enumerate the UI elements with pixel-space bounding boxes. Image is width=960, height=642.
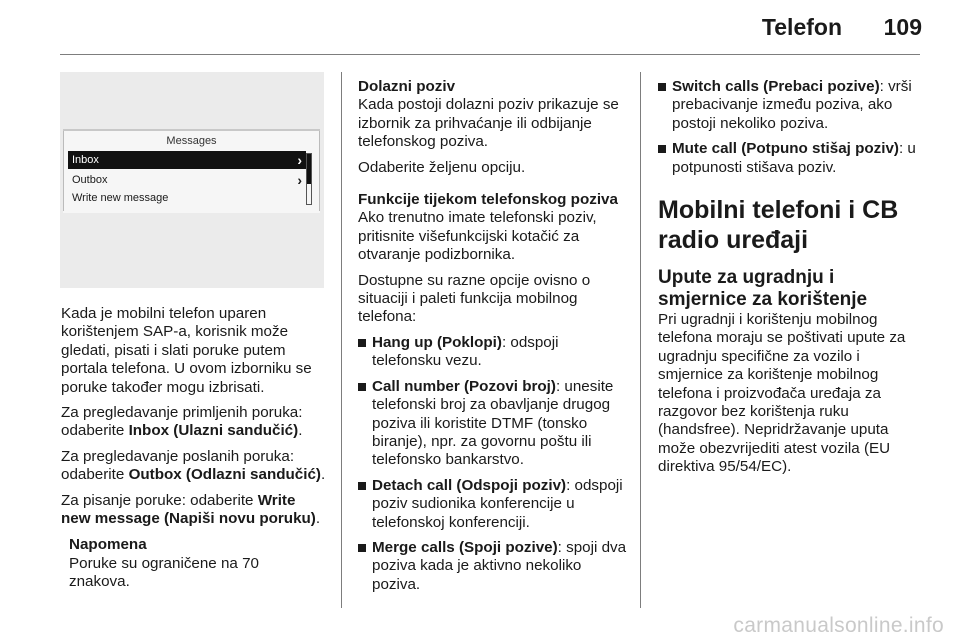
screen-menu-item-outbox — [68, 171, 306, 189]
header-divider — [60, 54, 920, 55]
intro-paragraph: Kada je mobilni telefon uparen korištenjem SAP-a, korisnik može gledati, pisati i slati poruke putem portala telefona. U ovom izborniku se poruke također mogu izbrisati. — [61, 305, 312, 396]
list-item: Detach call (Odspoji poziv): odspoji poziv sudionika konferencije u telefonskoj konferenciji. — [358, 477, 630, 532]
screen-menu-label: Outbox — [72, 174, 108, 186]
chevron-right-icon: › — [297, 172, 302, 188]
column-1-text — [61, 305, 329, 592]
list-item: Call number (Pozovi broj): unesite telefonski broj za obavljanje drugog poziva ili koristite DTMF (tonsko biranje), npr. za govornu poštu ili telefonsko bankarstvo. — [358, 378, 630, 470]
page-number: 109 — [883, 14, 922, 40]
inbox-instruction: Za pregledavanje primljenih poruka: odaberite Inbox (Ulazni sandučić). — [61, 404, 303, 440]
screen-menu-item-inbox — [68, 151, 306, 169]
bullet-icon — [658, 83, 666, 91]
column-divider-1 — [341, 72, 342, 608]
screen-menu-label: Inbox — [72, 154, 99, 166]
bullet-icon — [358, 544, 366, 552]
column-divider-2 — [640, 72, 641, 608]
scrollbar-thumb — [307, 154, 311, 184]
list-item: Hang up (Poklopi): odspoji telefonsku vezu. — [358, 334, 630, 371]
bullet-icon — [658, 145, 666, 153]
messages-screen-illustration — [60, 72, 324, 288]
functions-text: Ako trenutno imate telefonski poziv, pritisnite višefunkcijski kotačić za otvaranje podizbornika. — [358, 209, 597, 264]
inbox-menu-name: Inbox (Ulazni sandučić) — [128, 422, 299, 440]
column-3-text — [658, 78, 926, 484]
watermark-text: carmanualsonline.info — [733, 614, 944, 637]
note-box — [69, 536, 329, 591]
list-item: Merge calls (Spoji pozive): spoji dva poziva kada je aktivno nekoliko poziva. — [358, 539, 630, 594]
installation-body-text: Pri ugradnji i korištenju mobilnog telefona moraju se poštivati upute za ugradnju specifične za vozilo i smjernice za korištenje mobilnog telefona i proizvođača uređaja za razgovor bez korištenja ruku (handsfree). Nepridržavanje uputa može obezvrijediti atest vozila (EU direktiva 95/54/EC). — [658, 311, 906, 476]
chevron-right-icon: › — [297, 152, 302, 168]
note-title: Napomena — [69, 536, 147, 554]
call-options-list-continued — [658, 78, 926, 177]
list-item: Switch calls (Prebaci pozive): vrši prebacivanje između poziva, ako postoji nekoliko poziva. — [658, 78, 926, 133]
column-2-text — [358, 78, 630, 601]
screen-scrollbar — [306, 153, 312, 205]
subsection-heading: Upute za ugradnju i smjernice za korištenje — [658, 267, 868, 311]
call-options-list — [358, 334, 630, 594]
incoming-call-select: Odaberite željenu opciju. — [358, 158, 526, 176]
bullet-icon — [358, 339, 366, 347]
functions-heading: Funkcije tijekom telefonskog poziva — [358, 191, 618, 209]
bullet-icon — [358, 383, 366, 391]
screen-menu-item-write-new-message — [68, 189, 306, 207]
incoming-call-text: Kada postoji dolazni poziv prikazuje se izbornik za prihvaćanje ili odbijanje telefonskog poziva. — [358, 96, 619, 151]
note-text: Poruke su ograničene na 70 znakova. — [69, 554, 259, 591]
outbox-instruction: Za pregledavanje poslanih poruka: odaberite Outbox (Odlazni sandučić). — [61, 447, 326, 484]
bullet-icon — [358, 482, 366, 490]
screen-menu-label: Write new message — [72, 192, 169, 204]
running-title: Telefon — [761, 14, 842, 40]
write-instruction: Za pisanje poruke: odaberite Write new message (Napiši novu poruku). — [61, 491, 321, 528]
list-item: Mute call (Potpuno stišaj poziv): u potpunosti stišava poziv. — [658, 140, 926, 177]
section-heading: Mobilni telefoni i CB radio uređaji — [658, 196, 899, 255]
incoming-call-heading: Dolazni poziv — [358, 78, 456, 95]
screen-title: Messages — [166, 135, 217, 147]
write-menu-name: Write new message (Napiši novu poruku) — [61, 491, 316, 528]
outbox-menu-name: Outbox (Odlazni sandučić) — [128, 466, 321, 484]
options-intro: Dostupne su razne opcije ovisno o situaciji i paleti funkcija mobilnog telefona: — [358, 271, 591, 326]
display-screen — [63, 129, 320, 213]
